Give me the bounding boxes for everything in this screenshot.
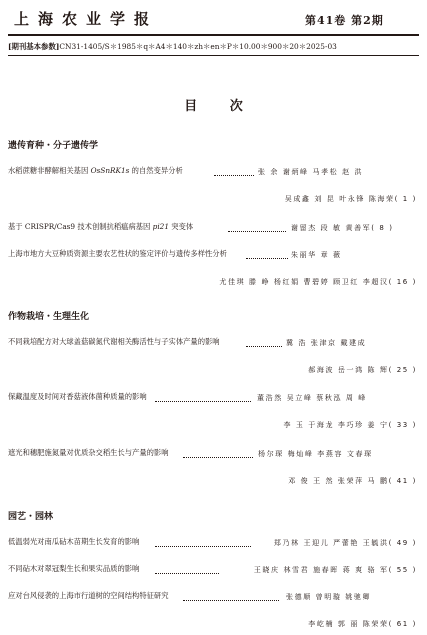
article-authors: 张 余 谢炳峰 马孝松 赵 洪 (258, 168, 364, 176)
leader-dots (183, 457, 253, 458)
article-title: 保藏温度及时间对香菇液体菌种质量的影响 (8, 392, 147, 401)
leader-dots (183, 600, 279, 601)
leader-dots (246, 346, 282, 347)
params-label: [期刊基本参数] (8, 42, 60, 51)
article-authors: 王晓庆 林雪君 施春晖 蒋 爽 骆 军( 55 ) (253, 566, 417, 574)
article-title: 上海市地方大豆种质资源主要农艺性状的鉴定评价与遗传多样性分析 (8, 249, 227, 258)
article-title: 不同砧木对翠冠梨生长和果实品质的影响 (8, 564, 140, 573)
leader-dots (228, 231, 286, 232)
article-title: 水稻蔗糖非酵解相关基因 OsSnRK1s 的自然变异分析 (8, 166, 183, 175)
article-title: 应对台风侵袭的上海市行道树的空间结构特征研究 (8, 591, 169, 600)
params-text: CN31-1405/S＊1985＊q＊A4＊140＊zh＊en＊P＊10.00＊900＊20＊2025-03 (59, 42, 337, 51)
article-authors-cont: 郝海波 岳一鸿 陈 辉( 25 ) (308, 366, 417, 374)
journal-title: 上海农业学报 (14, 10, 159, 28)
article-title: 不同栽培配方对大球盖菇碳氮代谢相关酶活性与子实体产量的影响 (8, 337, 220, 346)
leader-dots (155, 546, 251, 547)
article-authors: 郑乃林 王迎儿 严蕾艳 王毓洪( 49 ) (273, 539, 417, 547)
section-heading: 园艺・园林 (8, 512, 54, 522)
article-title: 遮光和穗肥施氮量对优质杂交稻生长与产量的影响 (8, 448, 169, 457)
article-title: 基于 CRISPR/Cas9 技术创制抗稻瘟病基因 pi21 突变体 (8, 222, 194, 231)
section-heading: 遗传育种・分子遗传学 (8, 141, 99, 151)
article-authors-cont: 尤佳琪 滕 峥 杨红娟 曹碧婷 顾卫红 李超汉( 16 ) (219, 278, 417, 286)
header-rule-bottom (8, 55, 419, 56)
article-authors: 朱丽华 章 薇 (291, 251, 342, 259)
article-authors: 张德顺 曾明璇 姚驰卿 (286, 593, 372, 601)
leader-dots (155, 401, 251, 402)
journal-parameters (8, 41, 337, 52)
article-authors-cont: 邓 俊 王 然 张荣萍 马 鹏( 41 ) (288, 477, 417, 485)
section-heading: 作物栽培・生理生化 (8, 312, 90, 322)
leader-dots (214, 175, 254, 176)
table-of-contents-title: 目 次 (184, 99, 257, 114)
leader-dots (155, 573, 219, 574)
article-authors: 杨尔琛 梅灿峰 李燕容 文春琛 (258, 450, 373, 458)
header-rule-top (8, 34, 419, 36)
article-authors-cont: 李屹楠 郭 丽 陈荣荣( 61 ) (308, 620, 417, 628)
leader-dots (246, 258, 288, 259)
article-authors: 谢留杰 段 敏 黄善军( 8 ) (291, 224, 394, 232)
issue-number: 第41卷 第2期 (305, 14, 384, 27)
article-title: 低温弱光对南瓜砧木苗期生长发育的影响 (8, 537, 140, 546)
article-authors-cont: 李 玉 于海龙 李巧珍 姜 宁( 33 ) (283, 421, 417, 429)
article-authors: 冀 浩 张津京 戴建成 (286, 339, 367, 347)
article-authors: 董浩然 吴立峰 蔡秋泓 周 峰 (257, 394, 367, 402)
article-authors-cont: 吴成鑫 刘 昆 叶永锋 陈海荣( 1 ) (284, 195, 417, 203)
